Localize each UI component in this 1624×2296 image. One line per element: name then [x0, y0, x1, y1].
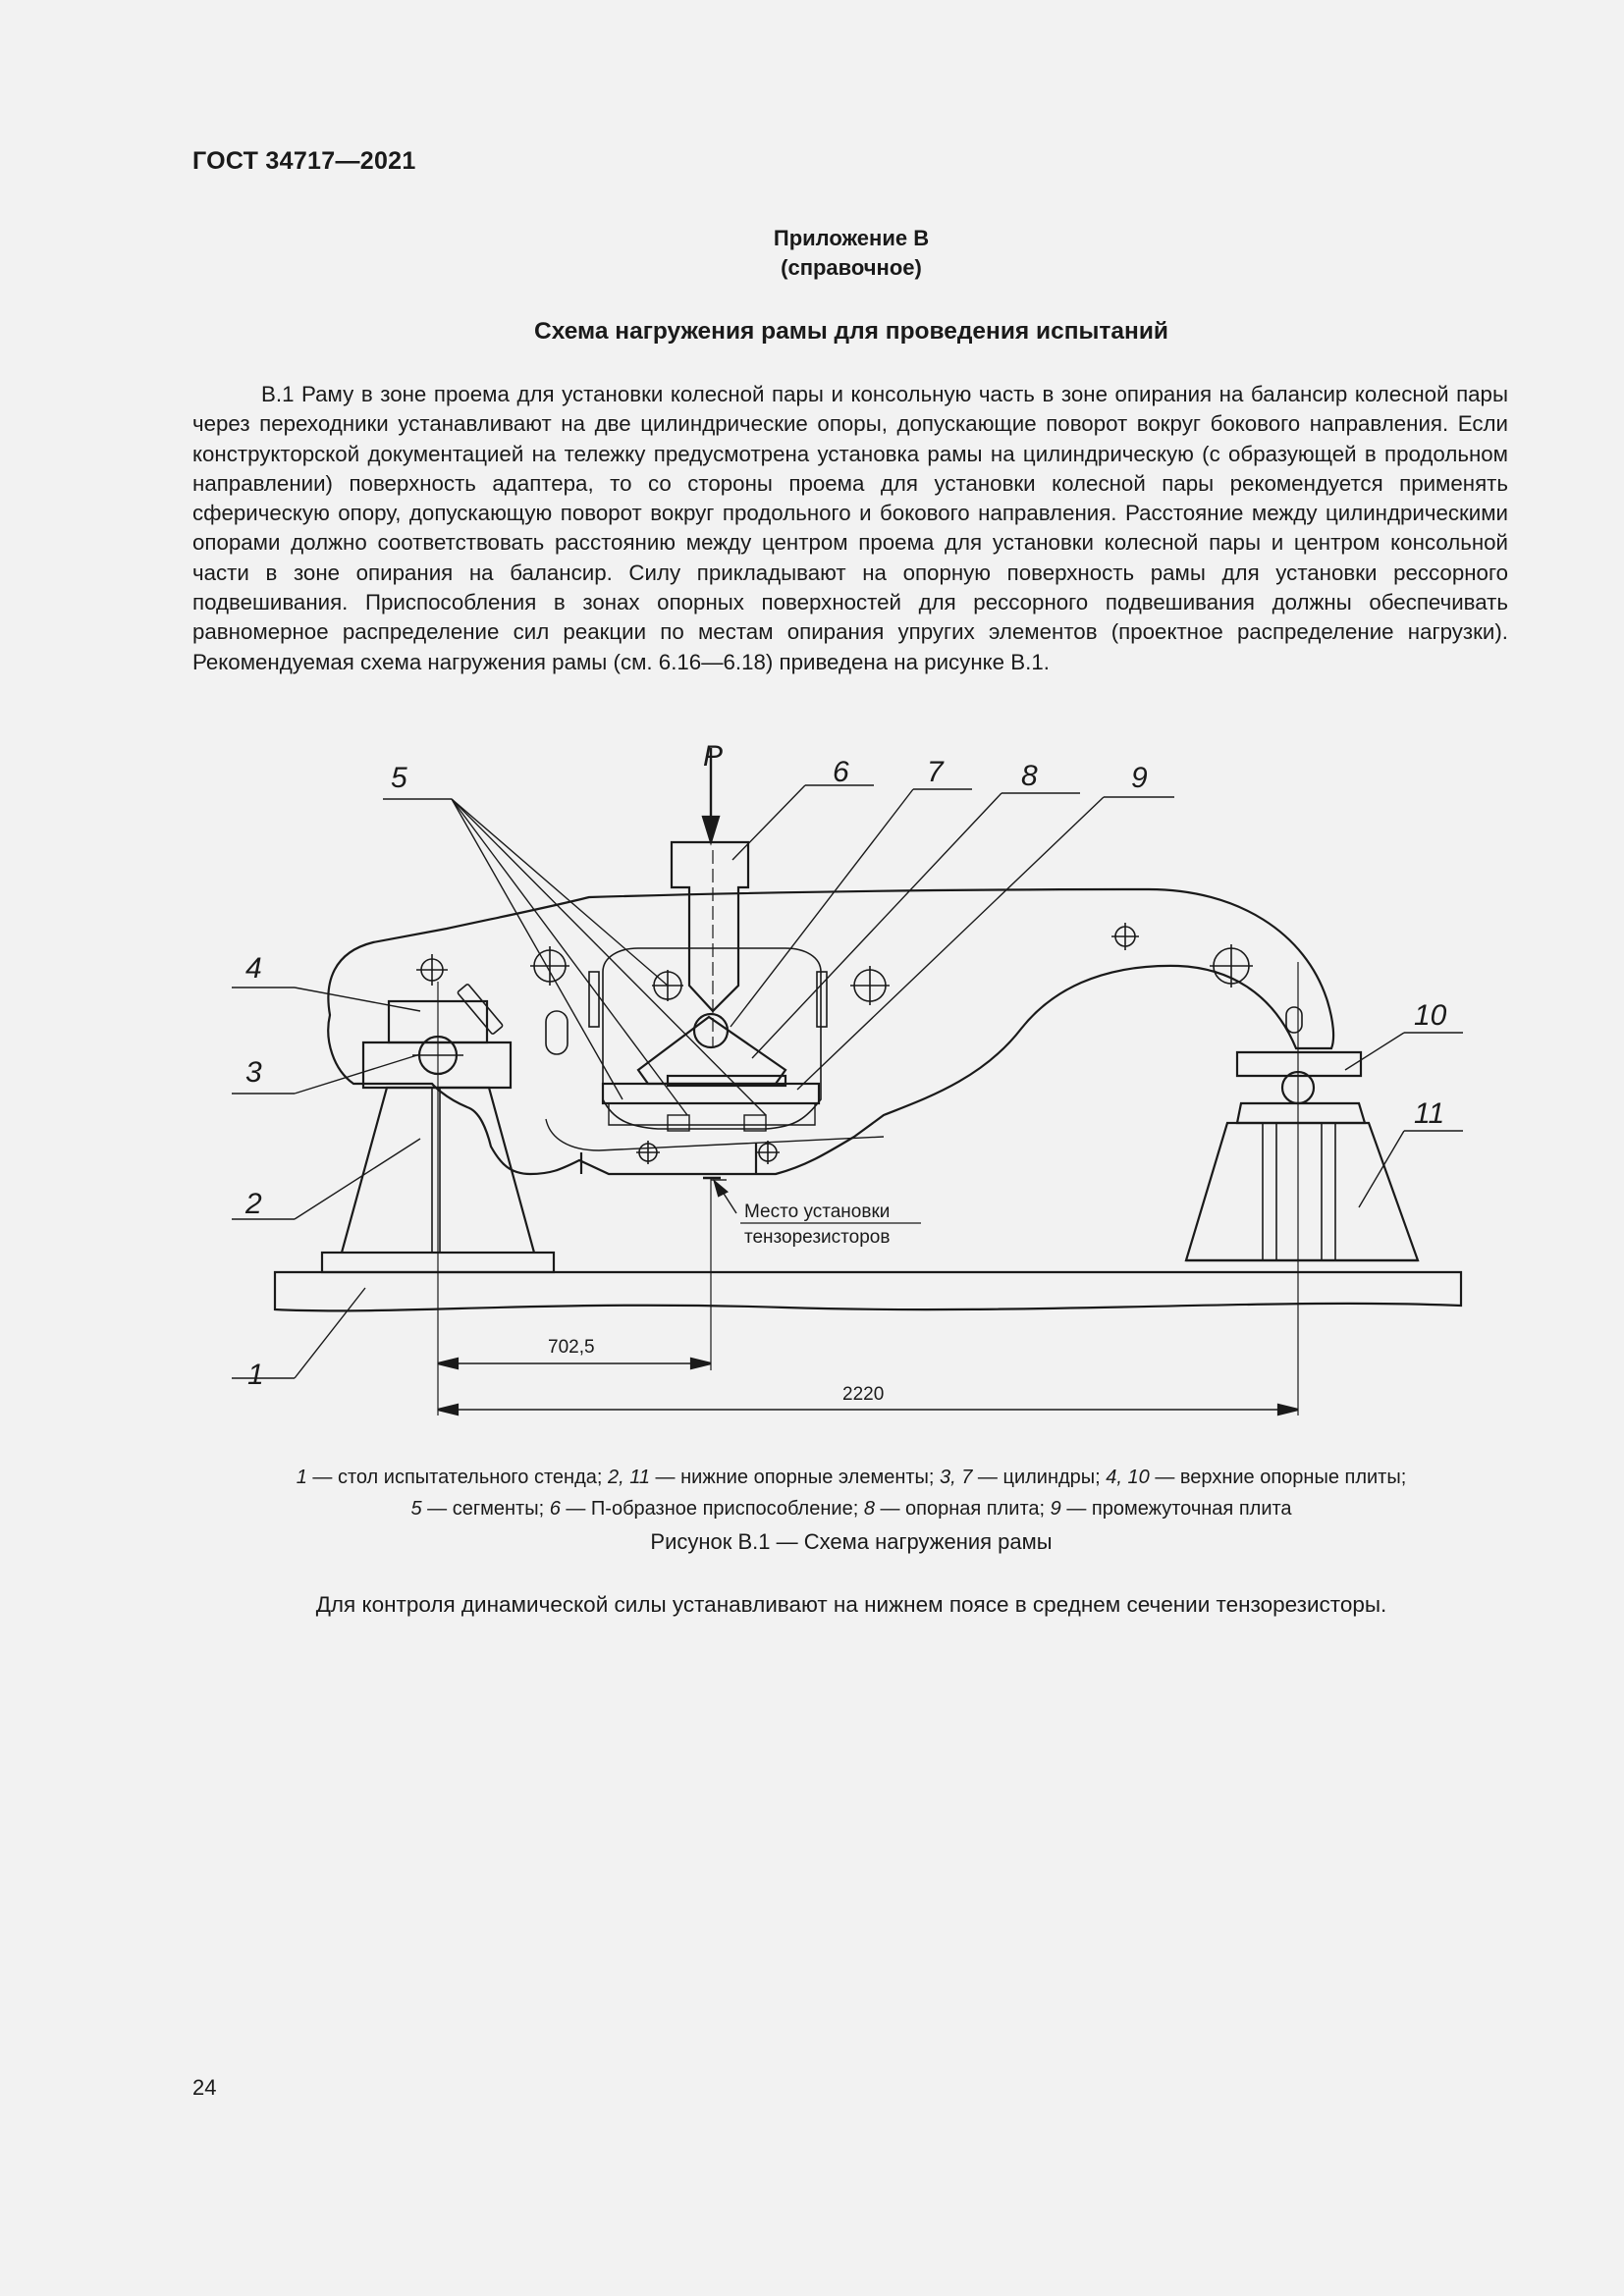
force-label: P	[703, 740, 724, 773]
sensor-note-line1: Место установки	[744, 1201, 891, 1222]
callout-6: 6	[833, 756, 849, 788]
callout-7: 7	[927, 756, 944, 788]
legend-line-2: 5 — сегменты; 6 — П-образное приспособление; 8 — опорная плита; 9 — промежуточная плита	[410, 1498, 1292, 1520]
callout-3: 3	[245, 1056, 262, 1089]
load-pocket	[603, 948, 821, 1129]
test-bench-table	[275, 1272, 1461, 1310]
dimension-span: 2220	[842, 1384, 885, 1405]
callout-1: 1	[247, 1359, 264, 1391]
appendix-kind: (справочное)	[781, 255, 922, 280]
sensor-note-line2: тензорезисторов	[744, 1227, 891, 1248]
legend-line-1: 1 — стол испытательного стенда; 2, 11 — нижние опорные элементы; 3, 7 — цилиндры; 4, 10 — верхние опорные плиты;	[296, 1467, 1407, 1488]
callout-10: 10	[1414, 999, 1447, 1032]
dimension-offset: 702,5	[548, 1337, 595, 1358]
load-wedge	[638, 1017, 785, 1084]
figure-legend	[0, 1462, 1624, 1524]
right-lower-support	[1186, 1123, 1418, 1260]
page-number: 24	[192, 2075, 217, 2100]
right-lower-plate	[1237, 1103, 1365, 1123]
section-title: Схема нагружения рамы для проведения испытаний	[534, 318, 1168, 345]
callout-5: 5	[391, 762, 407, 794]
callout-9: 9	[1131, 762, 1148, 794]
callout-8: 8	[1021, 760, 1038, 792]
callout-2: 2	[245, 1188, 262, 1220]
footer-note: Для контроля динамической силы устанавливают на нижнем поясе в среднем сечении тензорезисторы.	[315, 1592, 1387, 1617]
appendix-heading	[0, 224, 1624, 283]
appendix-title: Приложение В	[773, 226, 930, 250]
callout-4: 4	[245, 952, 262, 985]
figure-caption: Рисунок В.1 — Схема нагружения рамы	[650, 1529, 1053, 1554]
figure-loading-scheme	[0, 726, 1624, 1433]
segments	[609, 1103, 815, 1125]
callout-11: 11	[1414, 1097, 1445, 1130]
standard-header: ГОСТ 34717—2021	[192, 147, 416, 175]
frame-loading-drawing	[0, 726, 1624, 1433]
bogie-frame	[328, 889, 1333, 1174]
body-paragraph: В.1 Раму в зоне проема для установки колесной пары и консольную часть в зоне опирания на балансир колесной пары через переходники устанавливают на две цилиндрические опоры, допускающие поворот вокруг бокового направления. Если конструкторской документацией на тележку предусмотрена установка рамы на цилиндрическую (с образующей в продольном направлении) поверхность адаптера, то со стороны проема для установки колесной пары рекомендуется применять сферическую опору, допускающую поворот вокруг продольного и бокового направления. Расстояние между цилиндрическими опорами должно соответствовать расстоянию между центром проема для установки колесной пары и центром консольной части в зоне опирания на балансир. Силу прикладывают на опорную поверхность рамы для установки рессорного подвешивания. Приспособления в зонах опорных поверхностей для рессорного подвешивания должны обеспечивать равномерное распределение сил реакции по местам опирания упругих элементов (проектное распределение нагрузки). Рекомендуемая схема нагружения рамы (см. 6.16—6.18) приведена на рисунке В.1.	[192, 382, 1508, 674]
